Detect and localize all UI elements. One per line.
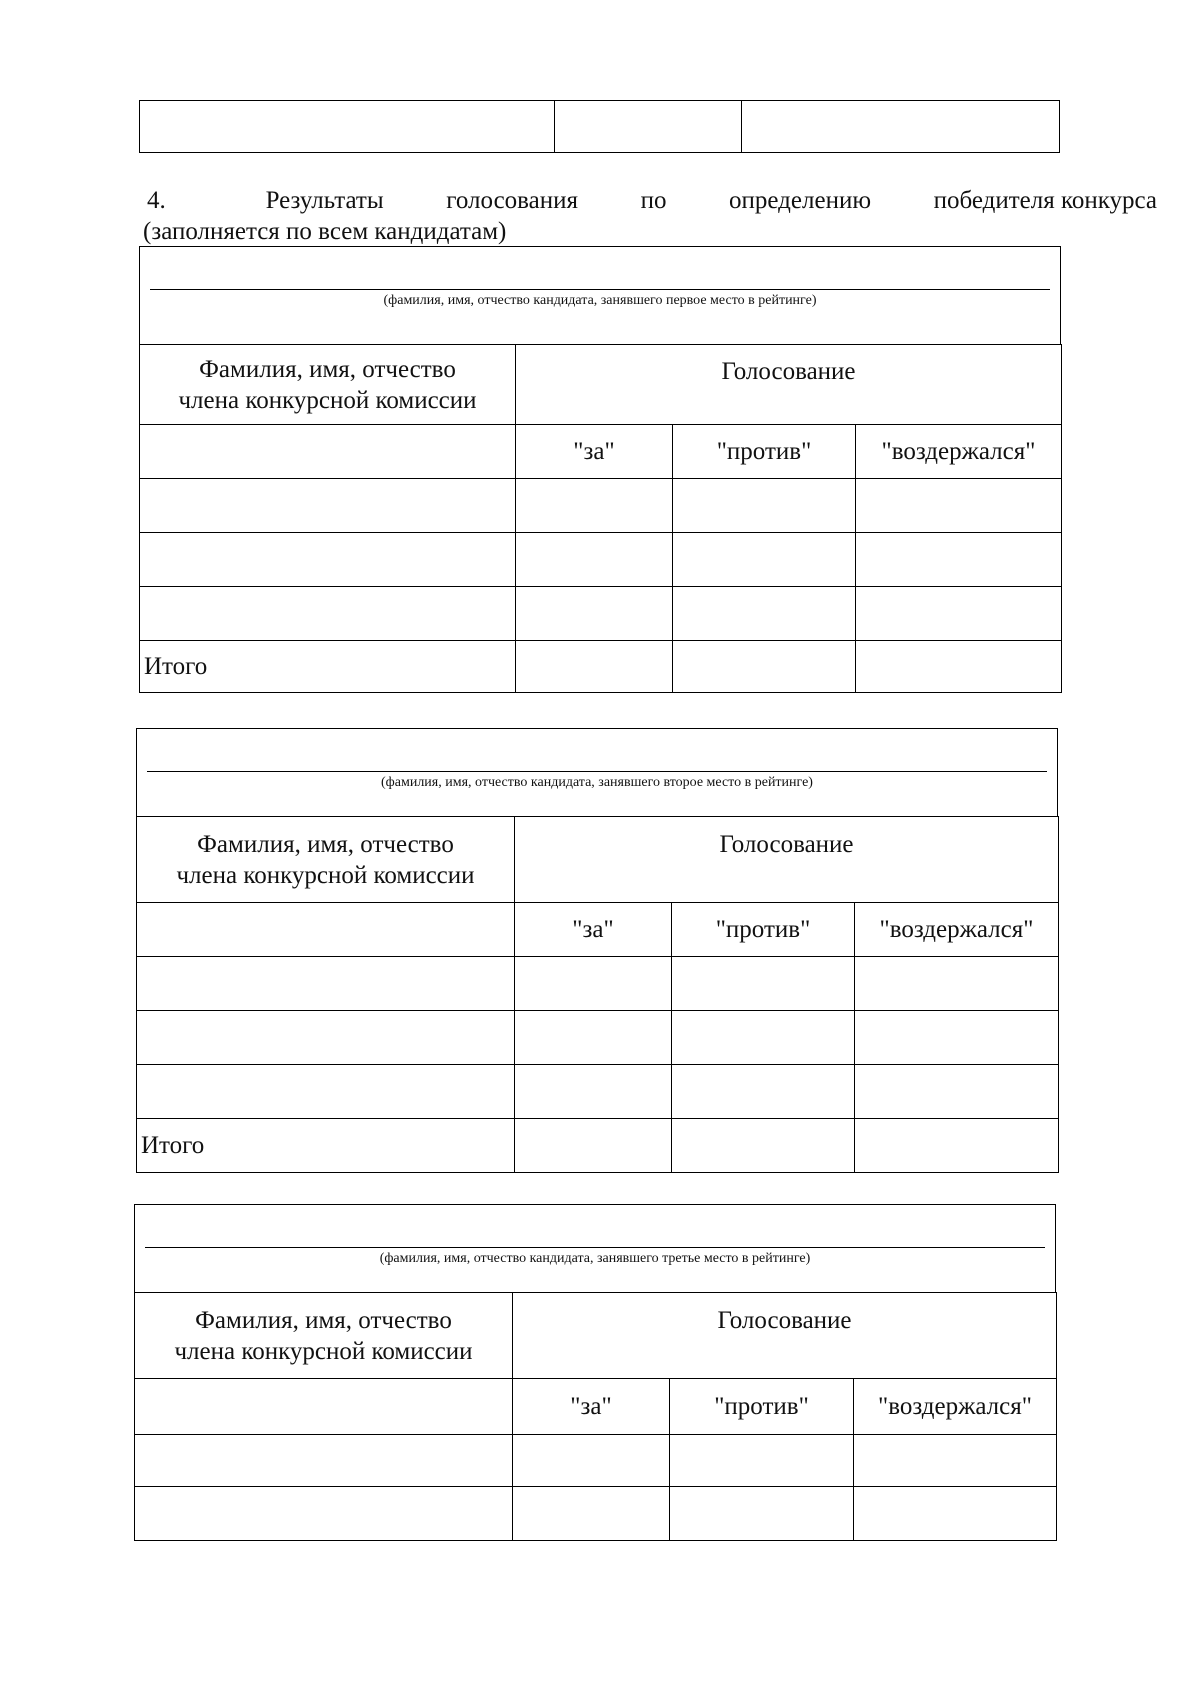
section-subtitle: (заполняется по всем кандидатам) [143, 218, 507, 245]
table-cell[interactable] [854, 1487, 1057, 1541]
col-for-header: "за" [516, 425, 673, 479]
candidate-caption: (фамилия, имя, отчество кандидата, занявшего второе место в рейтинге) [381, 775, 813, 790]
member-name-header [137, 817, 515, 903]
voting-header: Голосование [516, 345, 1062, 425]
table-cell[interactable] [516, 479, 673, 533]
col-against-header: "против" [672, 903, 855, 957]
table-row [137, 1011, 1059, 1065]
table-cell[interactable] [673, 641, 856, 693]
table-row [137, 957, 1059, 1011]
header-line: Фамилия, имя, отчество [199, 355, 456, 383]
previous-table-fragment [139, 100, 1060, 153]
table-cell[interactable] [515, 1119, 672, 1173]
voting-header: Голосование [513, 1293, 1057, 1379]
candidate-name-box[interactable] [139, 246, 1061, 344]
table-row [135, 1487, 1057, 1541]
total-row [137, 1119, 1059, 1173]
heading-word: голосования [446, 187, 579, 214]
heading-word: определению [729, 187, 871, 214]
table-cell[interactable] [670, 1435, 854, 1487]
table-cell[interactable] [855, 1065, 1059, 1119]
table-header-row [137, 817, 1059, 903]
header-line: Фамилия, имя, отчество [195, 1306, 452, 1334]
col-abstained-header: "воздержался" [855, 903, 1059, 957]
candidate-caption: (фамилия, имя, отчество кандидата, занявшего третье место в рейтинге) [379, 1251, 811, 1266]
candidate-name-box[interactable] [134, 1204, 1056, 1292]
table-cell[interactable] [513, 1435, 670, 1487]
candidate-name-line [150, 289, 1050, 290]
table-cell[interactable] [515, 957, 672, 1011]
col-for-header: "за" [513, 1379, 670, 1435]
table-cell[interactable] [742, 101, 1060, 153]
table-header-row [140, 425, 1062, 479]
table-cell[interactable] [555, 101, 742, 153]
table-row [137, 1065, 1059, 1119]
table-cell[interactable] [670, 1487, 854, 1541]
total-label: Итого [140, 641, 516, 693]
table-cell[interactable] [137, 1011, 515, 1065]
heading-word: победителя конкурса [933, 187, 1157, 214]
candidate-name-box[interactable] [136, 728, 1058, 816]
voting-table [136, 816, 1059, 1173]
table-cell[interactable] [516, 641, 673, 693]
table-cell[interactable] [856, 587, 1062, 641]
voting-table [139, 344, 1062, 693]
table-cell[interactable] [673, 533, 856, 587]
table-cell[interactable] [855, 1119, 1059, 1173]
table-cell[interactable] [672, 1011, 855, 1065]
table-row [135, 1435, 1057, 1487]
table-row [140, 587, 1062, 641]
table-cell[interactable] [135, 1487, 513, 1541]
candidate-caption: (фамилия, имя, отчество кандидата, занявшего первое место в рейтинге) [383, 293, 817, 308]
table-cell[interactable] [140, 587, 516, 641]
table-cell[interactable] [140, 479, 516, 533]
table-cell[interactable] [854, 1435, 1057, 1487]
table-cell[interactable] [673, 479, 856, 533]
table-cell[interactable] [516, 533, 673, 587]
table-cell[interactable] [856, 641, 1062, 693]
table-cell[interactable] [856, 479, 1062, 533]
table-cell[interactable] [137, 1065, 515, 1119]
table-cell[interactable] [137, 957, 515, 1011]
table-header-row [135, 1379, 1057, 1435]
header-line: члена конкурсной комиссии [174, 1337, 473, 1365]
table-cell[interactable] [856, 533, 1062, 587]
table-row [140, 533, 1062, 587]
table-header-row [137, 903, 1059, 957]
table-cell[interactable] [672, 1065, 855, 1119]
voting-header: Голосование [515, 817, 1059, 903]
table-cell[interactable] [140, 101, 555, 153]
candidate-name-line [147, 771, 1047, 772]
table-header-row [140, 345, 1062, 425]
member-name-header [140, 345, 516, 425]
col-against-header: "против" [673, 425, 856, 479]
table-cell[interactable] [137, 903, 515, 957]
member-name-header [135, 1293, 513, 1379]
table-cell[interactable] [140, 533, 516, 587]
candidate-name-line [145, 1247, 1045, 1248]
total-row [140, 641, 1062, 693]
table-row [140, 479, 1062, 533]
col-for-header: "за" [515, 903, 672, 957]
table-cell[interactable] [672, 1119, 855, 1173]
table-cell[interactable] [516, 587, 673, 641]
table-cell[interactable] [855, 957, 1059, 1011]
table-cell[interactable] [672, 957, 855, 1011]
table-cell[interactable] [135, 1379, 513, 1435]
table-cell[interactable] [515, 1011, 672, 1065]
header-line: члена конкурсной комиссии [176, 861, 475, 889]
table-cell[interactable] [855, 1011, 1059, 1065]
table-cell[interactable] [515, 1065, 672, 1119]
header-line: Фамилия, имя, отчество [197, 830, 454, 858]
total-label: Итого [137, 1119, 515, 1173]
table-cell[interactable] [513, 1487, 670, 1541]
section-heading [143, 185, 1157, 247]
voting-table [134, 1292, 1057, 1541]
header-line: члена конкурсной комиссии [178, 386, 477, 414]
table-cell[interactable] [135, 1435, 513, 1487]
heading-word: по [640, 187, 667, 214]
table-cell[interactable] [140, 425, 516, 479]
col-abstained-header: "воздержался" [856, 425, 1062, 479]
col-abstained-header: "воздержался" [854, 1379, 1057, 1435]
table-cell[interactable] [673, 587, 856, 641]
table-header-row [135, 1293, 1057, 1379]
heading-word: Результаты [265, 187, 384, 214]
section-number: 4. [147, 187, 166, 214]
col-against-header: "против" [670, 1379, 854, 1435]
